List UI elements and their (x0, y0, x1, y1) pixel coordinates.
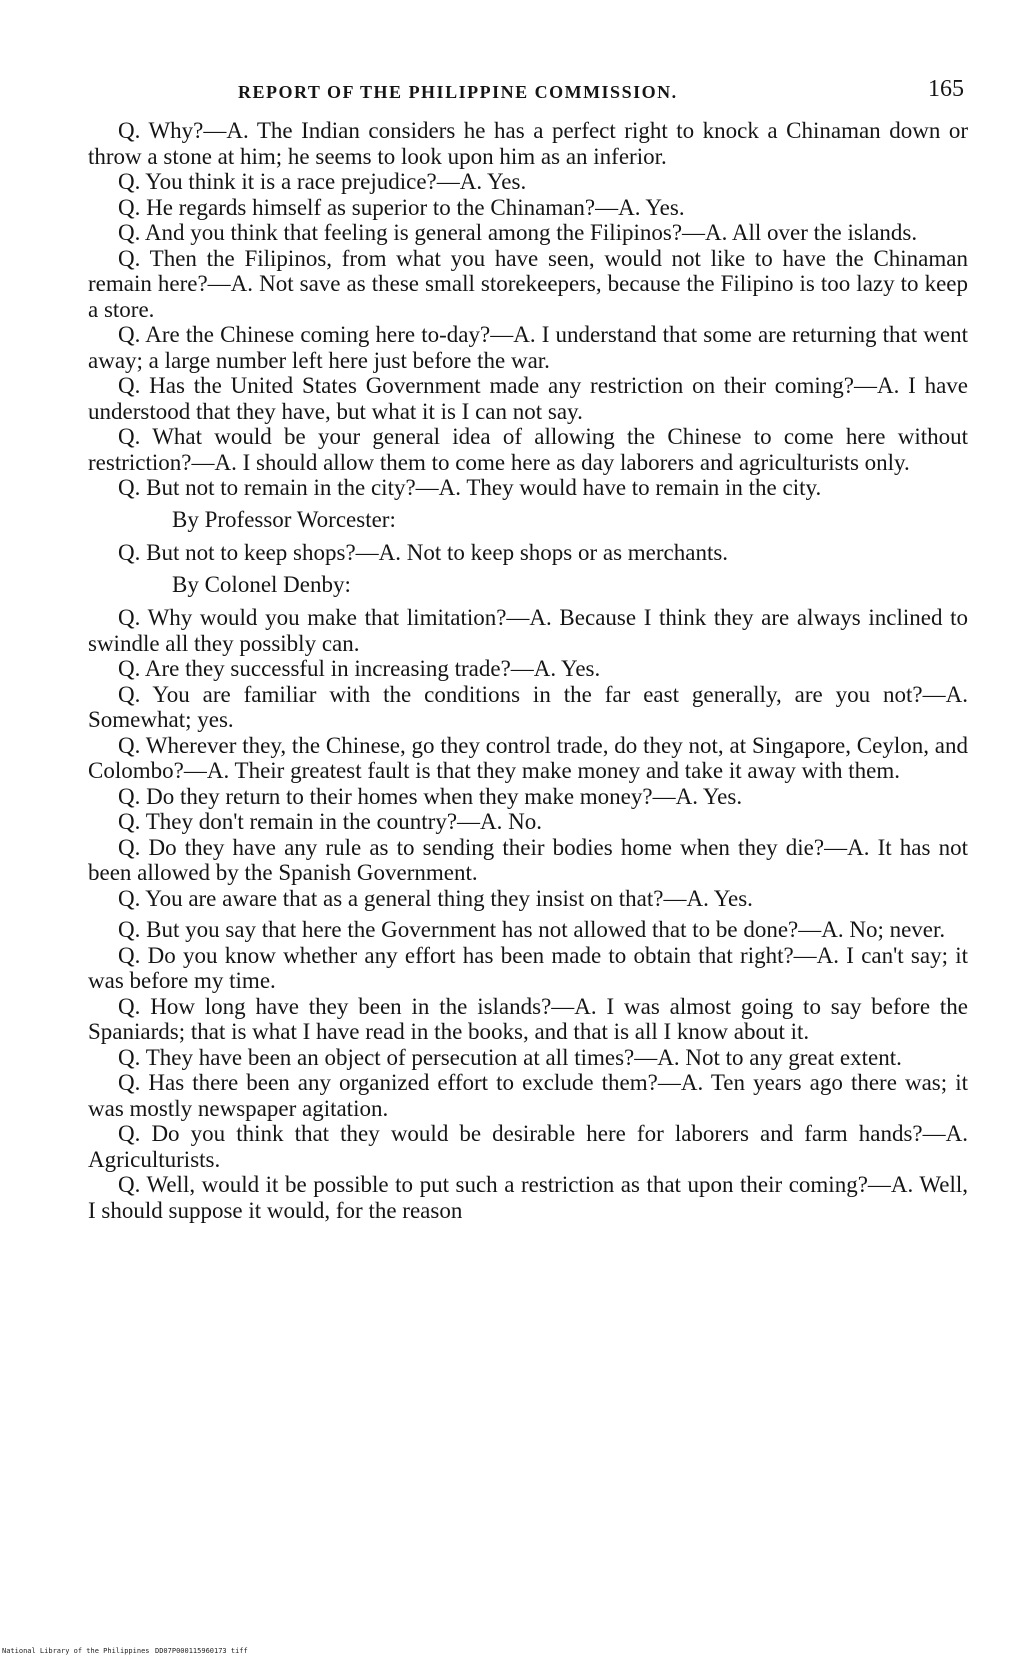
scan-footer (0, 1647, 1035, 1658)
paragraph: Q. You are aware that as a general thing they insist on that?—A. Yes. (118, 885, 753, 911)
speaker-heading: By Professor Worcester: (172, 506, 396, 532)
paragraph: Q. He regards himself as superior to the Chinaman?—A. Yes. (118, 194, 685, 220)
paragraph: Q. Do you think that they would be desirable here for laborers and farm hands?—A. Agriculturists. (88, 1121, 968, 1172)
paragraph: Q. But not to remain in the city?—A. They would have to remain in the city. (118, 475, 822, 500)
page-number: 165 (928, 76, 964, 102)
paragraph: Q. Are they successful in increasing trade?—A. Yes. (118, 656, 601, 681)
paragraph: Q. You are familiar with the conditions in the far east generally, are you not?—A. Somewhat; yes. (88, 681, 968, 732)
paragraph: Q. But not to keep shops?—A. Not to keep shops or as merchants. (118, 540, 729, 565)
page-header (88, 76, 968, 112)
paragraph: Q. They have been an object of persecution at all times?—A. Not to any great extent. (118, 1044, 902, 1070)
paragraph: Q. How long have they been in the islands?—A. I was almost going to say before the Spaniards; that is what I have read in the books, and that is all I know about it. (88, 993, 968, 1044)
paragraph: Q. Has there been any organized effort to exclude them?—A. Ten years ago there was; it was mostly newspaper agitation. (88, 1070, 968, 1121)
footer-library-name: National Library of the Philippines (2, 1647, 150, 1655)
paragraph: Q. Do they return to their homes when they make money?—A. Yes. (118, 783, 743, 809)
paragraph: Q. But you say that here the Government has not allowed that to be done?—A. No; never. (118, 917, 946, 942)
paragraph: Q. Why?—A. The Indian considers he has a perfect right to knock a Chinaman down or throw a stone at him; he seems to look upon him as an inferior. (88, 118, 968, 169)
running-head: REPORT OF THE PHILIPPINE COMMISSION. (238, 82, 678, 102)
paragraph: Q. Why would you make that limitation?—A. Because I think they are always inclined to swindle all they possibly can. (88, 605, 968, 656)
paragraph: Q. And you think that feeling is general among the Filipinos?—A. All over the islands. (118, 220, 918, 245)
document-page (88, 76, 968, 1223)
paragraph: Q. You think it is a race prejudice?—A. Yes. (118, 169, 527, 194)
paragraph: Q. They don't remain in the country?—A. No. (118, 809, 543, 834)
paragraph: Q. Then the Filipinos, from what you have seen, would not like to have the Chinaman remain here?—A. Not save as these small storekeepers, because the Filipino is too lazy to keep a store. (88, 245, 968, 322)
speaker-heading: By Colonel Denby: (172, 571, 351, 597)
paragraph: Q. What would be your general idea of allowing the Chinese to come here without restriction?—A. I should allow them to come here as day laborers and agriculturists only. (88, 424, 968, 475)
body-text (88, 118, 968, 1223)
footer-file-name: DD07P000115960173 tiff (155, 1647, 248, 1655)
paragraph: Q. Do you know whether any effort has been made to obtain that right?—A. I can't say; it was before my time. (88, 942, 968, 993)
paragraph: Q. Do they have any rule as to sending their bodies home when they die?—A. It has not been allowed by the Spanish Government. (88, 834, 968, 885)
paragraph: Q. Wherever they, the Chinese, go they control trade, do they not, at Singapore, Ceylon, and Colombo?—A. Their greatest fault is that they make money and take it away with them. (88, 732, 968, 783)
paragraph: Q. Are the Chinese coming here to-day?—A. I understand that some are returning that went away; a large number left here just before the war. (88, 322, 968, 373)
paragraph: Q. Well, would it be possible to put such a restriction as that upon their coming?—A. Well, I should suppose it would, for the reason (88, 1172, 968, 1223)
paragraph: Q. Has the United States Government made any restriction on their coming?—A. I have understood that they have, but what it is I can not say. (88, 373, 968, 424)
